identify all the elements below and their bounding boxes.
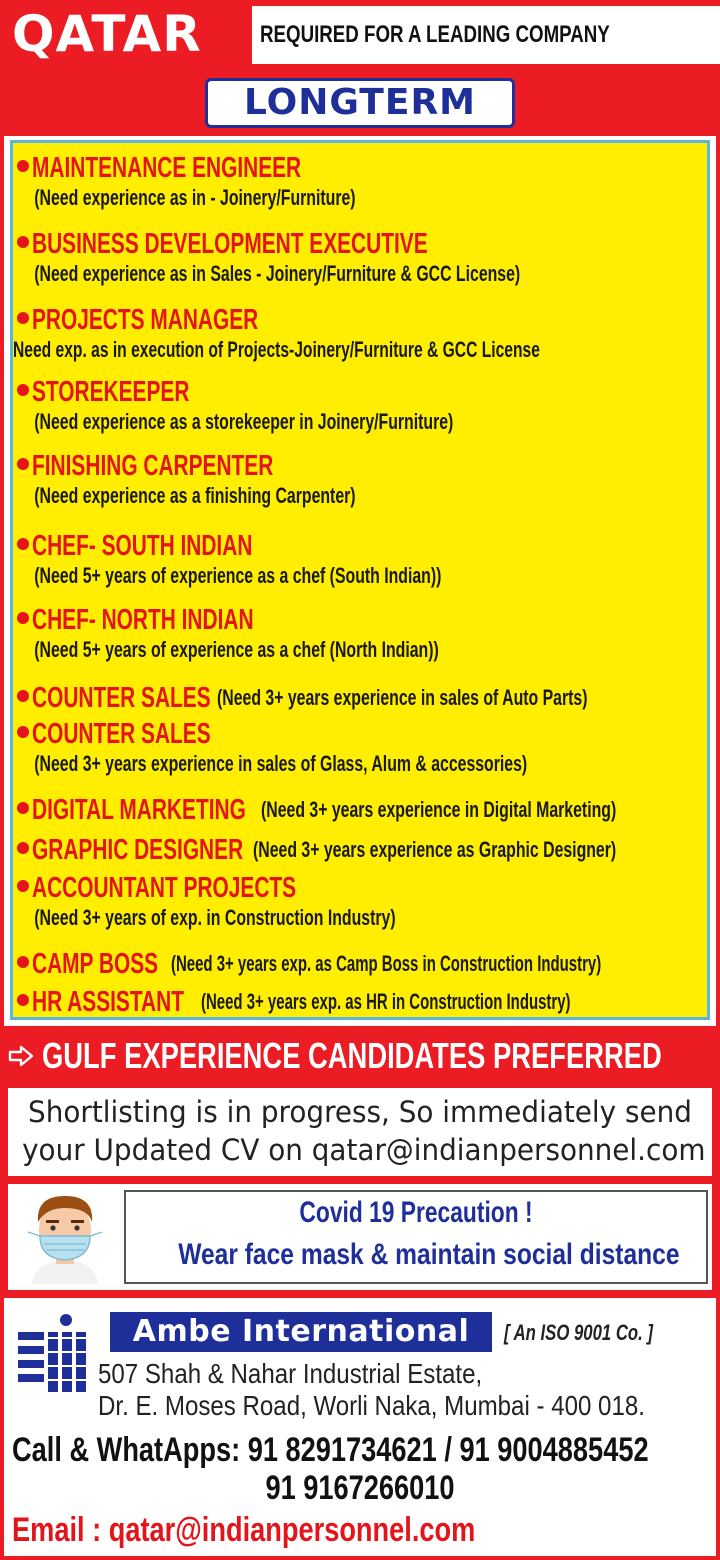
bullet-icon [17, 458, 29, 470]
company-name: Ambe International [132, 1314, 470, 1349]
header [0, 0, 720, 70]
longterm-badge [205, 78, 515, 128]
job-item [17, 719, 720, 779]
iso-label: [ An ISO 9001 Co. ] [504, 1320, 653, 1345]
gulf-preferred-banner [8, 1034, 712, 1078]
bullet-icon [17, 690, 29, 702]
job-item [17, 795, 713, 825]
job-description: (Need 3+ years exp. as HR in Construction Industry) [201, 989, 571, 1014]
job-title: COUNTER SALES [32, 682, 211, 714]
job-title: HR ASSISTANT [32, 986, 184, 1018]
shortlist-line-1: Shortlisting is in progress, So immediately send [28, 1095, 692, 1129]
job-description: (Need 5+ years of experience as a chef (North Indian)) [34, 637, 439, 662]
longterm-text: LONGTERM [244, 82, 476, 123]
covid-section [8, 1184, 712, 1290]
job-title: BUSINESS DEVELOPMENT EXECUTIVE [32, 228, 428, 260]
job-description: Need exp. as in execution of Projects-Joinery/Furniture & GCC License [13, 337, 540, 362]
address-line-2: Dr. E. Moses Road, Worli Naka, Mumbai - 400 018. [98, 1390, 645, 1421]
job-item [13, 305, 720, 365]
bullet-icon [17, 726, 29, 738]
job-title: PROJECTS MANAGER [32, 304, 259, 336]
job-title: FINISHING CARPENTER [32, 450, 274, 482]
contact-email: Email : qatar@indianpersonnel.com [12, 1511, 476, 1549]
job-description: (Need 3+ years experience as Graphic Designer) [253, 837, 617, 862]
arrow-right-icon [8, 1044, 34, 1068]
job-item [17, 949, 713, 979]
phone-number-3: 91 9167266010 [265, 1469, 455, 1507]
job-description: (Need 5+ years of experience as a chef (South Indian)) [34, 563, 442, 588]
bullet-icon [17, 384, 29, 396]
job-item [17, 377, 623, 437]
gulf-preferred-text: GULF EXPERIENCE CANDIDATES PREFERRED [42, 1035, 662, 1076]
job-item [17, 683, 713, 713]
bullet-icon [17, 842, 29, 854]
job-description: (Need experience as in Sales - Joinery/Furniture & GCC License) [34, 261, 521, 286]
job-description: (Need experience as in - Joinery/Furniture) [34, 185, 356, 210]
jobs-panel [10, 140, 710, 1020]
job-title: COUNTER SALES [32, 718, 211, 750]
job-title: MAINTENANCE ENGINEER [32, 152, 302, 184]
job-title: ACCOUNTANT PROJECTS [32, 872, 297, 904]
jobs-panel-frame [4, 136, 716, 1026]
job-description: (Need experience as a finishing Carpenter) [34, 483, 356, 508]
address-line-1: 507 Shah & Nahar Industrial Estate, [98, 1358, 483, 1389]
ambe-logo-icon [16, 1312, 88, 1394]
bullet-icon [17, 880, 29, 892]
shortlist-notice [8, 1088, 712, 1176]
job-item [17, 835, 713, 865]
job-item [17, 531, 606, 591]
job-description: (Need 3+ years of exp. in Construction Industry) [34, 905, 396, 930]
required-text: REQUIRED FOR A LEADING COMPANY [260, 21, 610, 48]
bullet-icon [17, 236, 29, 248]
job-item [17, 605, 603, 665]
job-item [17, 153, 487, 213]
bullet-icon [17, 802, 29, 814]
job-item [17, 229, 716, 289]
job-description: (Need 3+ years experience in sales of Glass, Alum & accessories) [34, 751, 528, 776]
job-item [17, 873, 543, 933]
covid-title: Covid 19 Precaution ! [299, 1196, 533, 1229]
job-description: (Need 3+ years experience in sales of Auto Parts) [217, 685, 588, 710]
job-title: STOREKEEPER [32, 376, 190, 408]
job-description: (Need 3+ years exp. as Camp Boss in Construction Industry) [171, 951, 602, 976]
job-item [17, 451, 487, 511]
company-name-badge [110, 1312, 492, 1352]
job-title: CAMP BOSS [32, 948, 159, 980]
bullet-icon [17, 538, 29, 550]
company-contact [4, 1298, 716, 1556]
job-description: (Need 3+ years experience in Digital Marketing) [261, 797, 617, 822]
bullet-icon [17, 956, 29, 968]
call-whatsapp-numbers: Call & WhatApps: 91 8291734621 / 91 9004885452 [12, 1431, 649, 1469]
bullet-icon [17, 994, 29, 1006]
shortlist-line-2: your Updated CV on qatar@indianpersonnel.com [22, 1133, 706, 1167]
bullet-icon [17, 312, 29, 324]
job-description: (Need experience as a storekeeper in Joinery/Furniture) [34, 409, 454, 434]
covid-message-box [124, 1190, 708, 1284]
required-banner [252, 6, 720, 64]
bullet-icon [17, 612, 29, 624]
job-title: CHEF- NORTH INDIAN [32, 604, 254, 636]
job-title: GRAPHIC DESIGNER [32, 834, 244, 866]
job-item [17, 987, 713, 1017]
job-title: CHEF- SOUTH INDIAN [32, 530, 253, 562]
country-title: QATAR [12, 5, 202, 63]
job-title: DIGITAL MARKETING [32, 794, 246, 826]
bullet-icon [17, 160, 29, 172]
face-mask-icon [22, 1188, 108, 1284]
covid-message: Wear face mask & maintain social distance [178, 1238, 680, 1271]
